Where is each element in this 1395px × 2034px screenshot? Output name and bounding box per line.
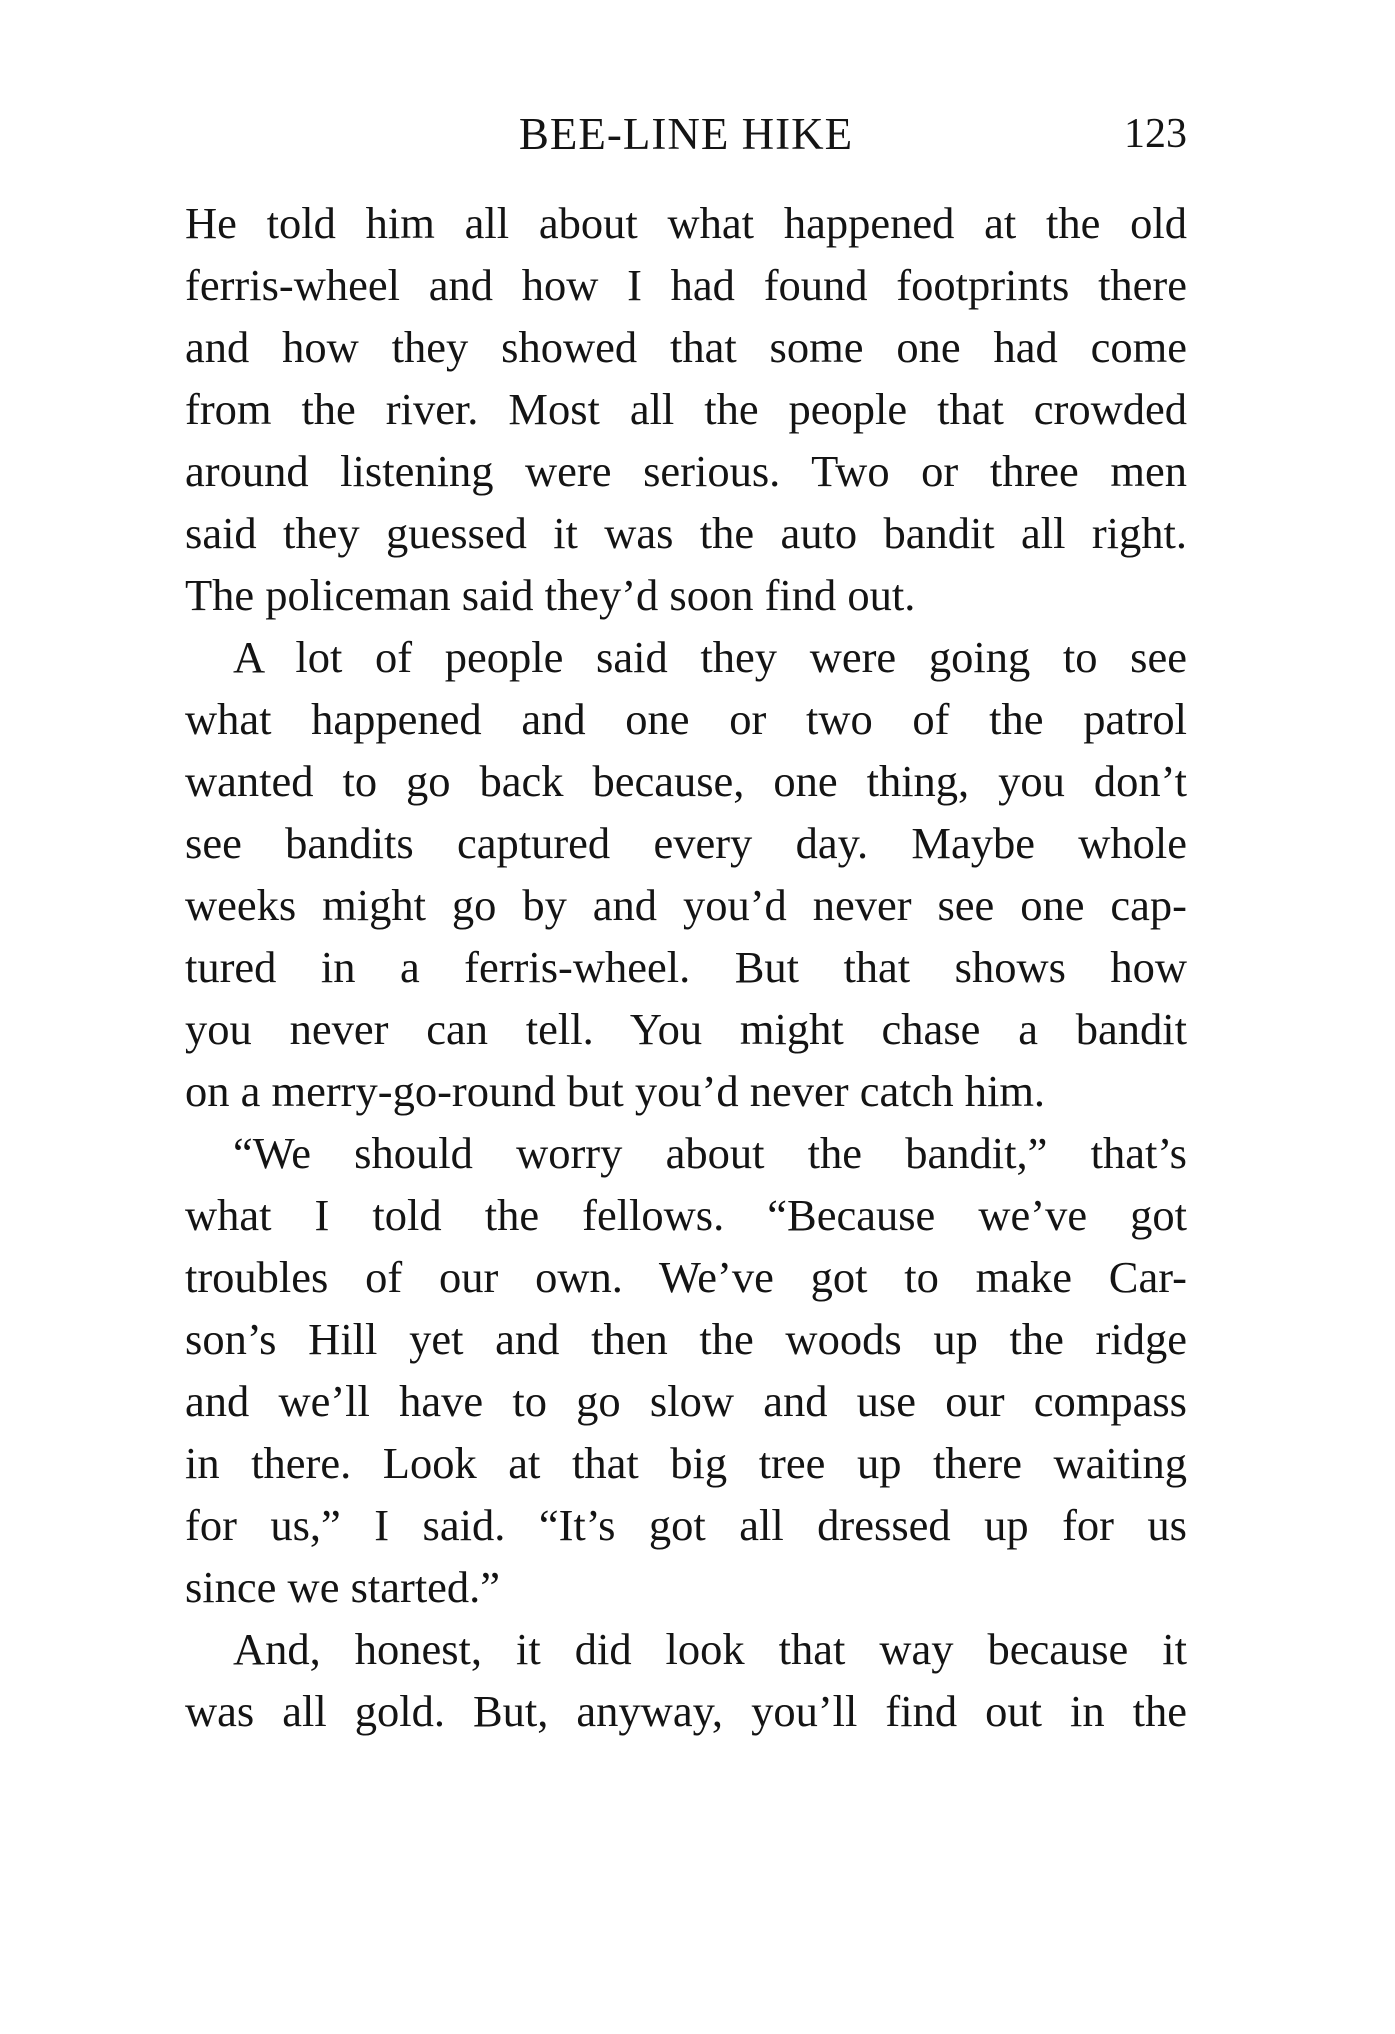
text-line: was all gold. But, anyway, you’ll find out in the (185, 1686, 1187, 1736)
text-line: He told him all about what happened at the old (185, 198, 1187, 248)
text-line: you never can tell. You might chase a bandit (185, 1004, 1187, 1054)
text-line: The policeman said they’d soon find out. (185, 570, 916, 620)
text-line: and how they showed that some one had come (185, 322, 1187, 372)
text-line: “We should worry about the bandit,” that’s (233, 1128, 1187, 1178)
text-line: on a merry-go-round but you’d never catch him. (185, 1066, 1046, 1116)
text-line: for us,” I said. “It’s got all dressed up for us (185, 1500, 1187, 1550)
text-line: from the river. Most all the people that crowded (185, 384, 1187, 434)
text-line: troubles of our own. We’ve got to make Car- (185, 1252, 1187, 1302)
text-line: ferris-wheel and how I had found footprints there (185, 260, 1187, 310)
text-line: since we started.” (185, 1562, 501, 1612)
text-line: And, honest, it did look that way because it (233, 1624, 1187, 1674)
text-line: what I told the fellows. “Because we’ve got (185, 1190, 1187, 1240)
text-line: around listening were serious. Two or three men (185, 446, 1187, 496)
text-line: see bandits captured every day. Maybe whole (185, 818, 1187, 868)
text-line: and we’ll have to go slow and use our compass (185, 1376, 1187, 1426)
text-line: said they guessed it was the auto bandit all right. (185, 508, 1187, 558)
text-line: tured in a ferris-wheel. But that shows how (185, 942, 1187, 992)
running-head (185, 104, 1187, 164)
text-line: A lot of people said they were going to see (233, 632, 1187, 682)
text-line: in there. Look at that big tree up there waiting (185, 1438, 1187, 1488)
text-line: what happened and one or two of the patrol (185, 694, 1187, 744)
page-number: 123 (1124, 111, 1187, 157)
running-title: BEE-LINE HIKE (518, 109, 854, 159)
text-line: wanted to go back because, one thing, you don’t (185, 756, 1187, 806)
body-text (185, 192, 1187, 1742)
text-line: weeks might go by and you’d never see one cap- (185, 880, 1187, 930)
text-line: son’s Hill yet and then the woods up the ridge (185, 1314, 1187, 1364)
